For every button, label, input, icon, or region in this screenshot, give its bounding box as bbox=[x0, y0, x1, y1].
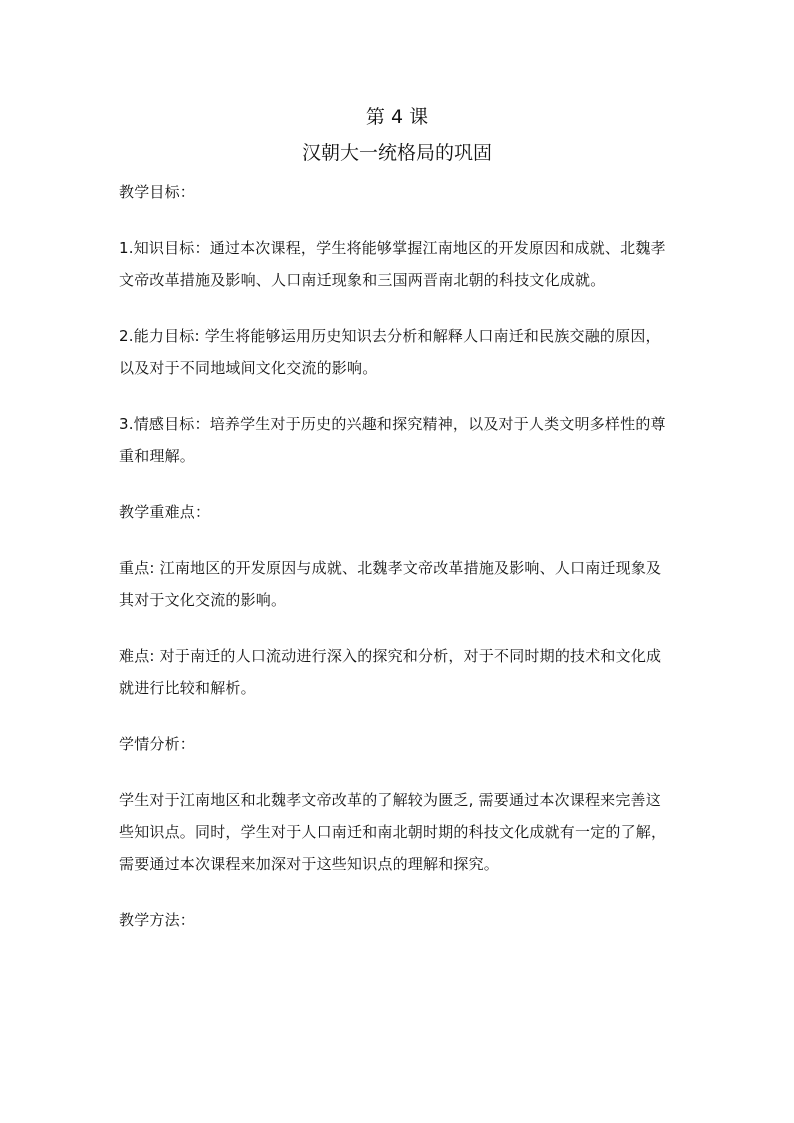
lesson-number: 第 4 课 bbox=[365, 106, 429, 128]
goal-knowledge-paragraph: 1.知识目标：通过本次课程，学生将能够掌握江南地区的开发原因和成就、北魏孝文帝改革措施及影响、人口南迁现象和三国两晋南北朝的科技文化成就。 bbox=[119, 239, 666, 289]
lesson-title: 汉朝大一统格局的巩固 bbox=[301, 142, 492, 164]
difficult-points-paragraph: 难点: 对于南迁的人口流动进行深入的探究和分析，对于不同时期的技术和文化成就进行比较和解析。 bbox=[119, 647, 662, 697]
learning-analysis-heading: 学情分析： bbox=[119, 735, 196, 753]
teaching-method-heading: 教学方法： bbox=[119, 911, 196, 929]
key-difficult-heading: 教学重难点： bbox=[119, 503, 211, 521]
goal-ability-paragraph: 2.能力目标: 学生将能够运用历史知识去分析和解释人口南迁和民族交融的原因，以及对于不同地域间文化交流的影响。 bbox=[119, 327, 661, 377]
teaching-goals-heading: 教学目标： bbox=[119, 183, 196, 201]
document-body bbox=[119, 102, 675, 960]
key-points-paragraph: 重点: 江南地区的开发原因与成就、北魏孝文帝改革措施及影响、人口南迁现象及其对于文化交流的影响。 bbox=[119, 559, 662, 609]
learning-analysis-paragraph: 学生对于江南地区和北魏孝文帝改革的了解较为匮乏, 需要通过本次课程来完善这些知识点。同时，学生对于人口南迁和南北朝时期的科技文化成就有一定的了解，需要通过本次课程来加深对于这些知识点的理解和探究。 bbox=[119, 791, 667, 873]
goal-emotion-paragraph: 3.情感目标：培养学生对于历史的兴趣和探究精神，以及对于人类文明多样性的尊重和理解。 bbox=[119, 415, 666, 465]
